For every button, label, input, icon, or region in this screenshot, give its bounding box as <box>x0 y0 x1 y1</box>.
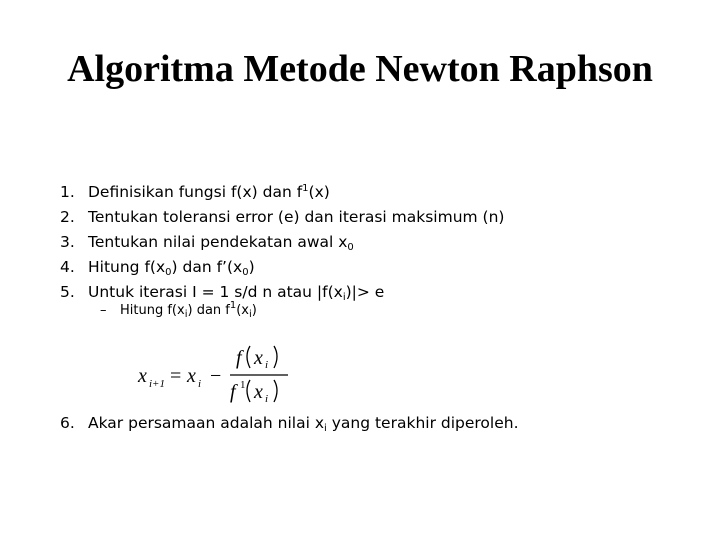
step-item: 1. Definisikan fungsi f(x) dan $f^1(x)$ <box>60 180 504 205</box>
denominator-x: x <box>254 381 263 403</box>
numerator-right-paren <box>274 346 277 368</box>
denominator-right-paren <box>274 380 277 402</box>
numerator-left-paren <box>247 346 250 368</box>
rhs-x: x <box>187 365 196 387</box>
newton-raphson-formula <box>130 338 310 408</box>
algorithm-steps <box>60 180 504 305</box>
step-item: 2. Tentukan toleransi error (e) dan iterasi maksimum (n) <box>60 205 504 230</box>
step-number: 3. <box>60 233 75 251</box>
equals-sign: = <box>170 365 182 387</box>
lhs-subscript: i+1 <box>149 378 165 390</box>
numerator-f: f <box>236 347 242 369</box>
step-number: 1. <box>60 183 75 201</box>
step-number: 2. <box>60 208 75 226</box>
minus-sign: − <box>210 365 222 387</box>
denominator-f: f <box>230 381 236 403</box>
step-item: 3. Tentukan nilai pendekatan awal $x_0$ <box>60 230 504 255</box>
step-number: 6. <box>60 414 75 432</box>
denominator-superscript: 1 <box>240 379 246 391</box>
denominator-subscript: i <box>265 393 269 405</box>
final-step: 6. Akar persamaan adalah nilai $x_i$ yang terakhir diperoleh. <box>60 414 519 434</box>
step-number: 4. <box>60 258 75 276</box>
lhs-x: x <box>138 365 147 387</box>
dash-bullet: – <box>100 303 107 318</box>
step-item: 5. Untuk iterasi I = 1 s/d n atau $|f(x_i)|> e$ <box>60 280 504 305</box>
step-item: 4. Hitung $f(x_0)$ dan $f’(x_0)$ <box>60 255 504 280</box>
rhs-subscript: i <box>198 378 202 390</box>
numerator-x: x <box>254 347 263 369</box>
slide-title: Algoritma Metode Newton Raphson <box>67 48 653 90</box>
sub-step: – Hitung $f(x_i)$ dan $f^1(x_i)$ <box>100 300 257 320</box>
denominator-left-paren <box>247 380 250 402</box>
step-number: 5. <box>60 283 75 301</box>
numerator-subscript: i <box>265 359 269 371</box>
